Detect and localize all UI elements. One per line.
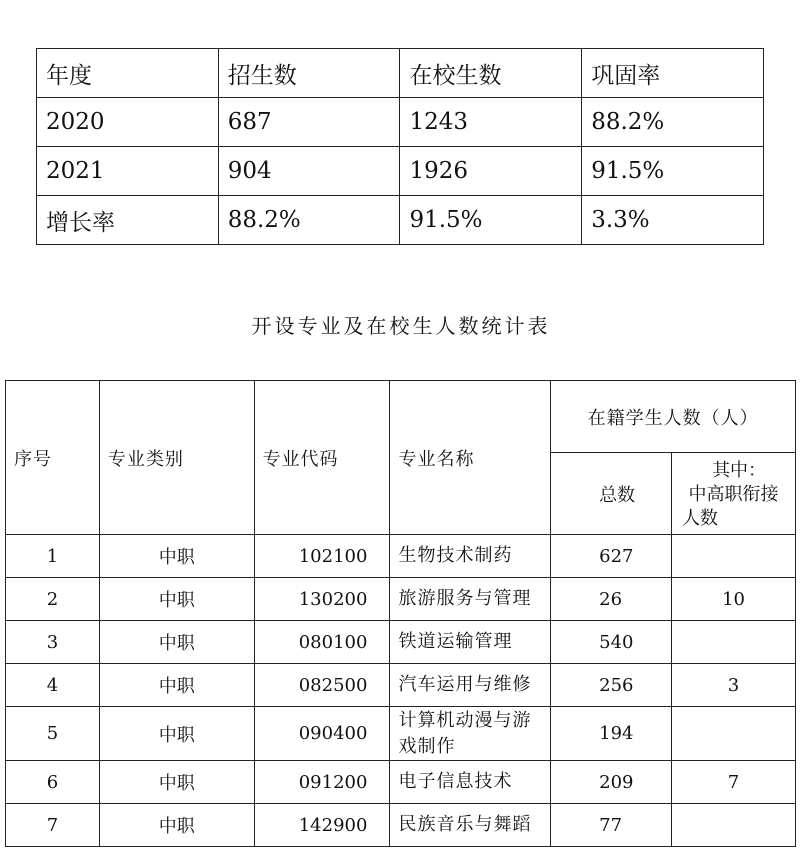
cell-total: 209 [551,761,672,804]
cell-category: 中职 [99,804,254,847]
cell-total: 540 [551,621,672,664]
cell-total: 194 [551,707,672,761]
table-cell: 687 [218,98,400,147]
table-cell: 91.5% [582,147,764,196]
cell-total: 256 [551,664,672,707]
cell-sub: 3 [672,664,796,707]
cell-total: 627 [551,535,672,578]
cell-sub: 10 [672,578,796,621]
cell-sub [672,535,796,578]
cell-category: 中职 [99,664,254,707]
cell-name: 铁道运输管理 [390,621,551,664]
cell-seq: 7 [6,804,100,847]
cell-category: 中职 [99,535,254,578]
cell-name-line: 计算机动漫与游 [398,709,532,731]
cell-name [390,707,551,761]
cell-total: 77 [551,804,672,847]
table-cell: 2021 [37,147,219,196]
cell-code: 102100 [254,535,390,578]
table-cell: 1926 [400,147,582,196]
table-cell: 增长率 [37,196,219,245]
table-row [37,98,764,147]
table-row [6,664,796,707]
table-row [6,761,796,804]
header-sub [672,453,796,535]
header-category: 专业类别 [99,381,254,535]
header-sub-line: 中高职衔接 [688,483,779,505]
cell-name: 生物技术制药 [390,535,551,578]
table-cell: 88.2% [582,98,764,147]
cell-code: 090400 [254,707,390,761]
header-code: 专业代码 [254,381,390,535]
table-cell: 招生数 [218,49,400,98]
cell-category: 中职 [99,761,254,804]
table-row [37,196,764,245]
cell-seq: 2 [6,578,100,621]
cell-code: 130200 [254,578,390,621]
table-row [6,578,796,621]
cell-code: 142900 [254,804,390,847]
cell-name: 电子信息技术 [390,761,551,804]
table-cell: 904 [218,147,400,196]
cell-seq: 1 [6,535,100,578]
header-seq: 序号 [6,381,100,535]
cell-category: 中职 [99,578,254,621]
header-total: 总数 [551,453,672,535]
header-sub-line: 其中： [712,459,767,481]
table-cell: 年度 [37,49,219,98]
cell-category: 中职 [99,707,254,761]
header-name: 专业名称 [390,381,551,535]
cell-name: 汽车运用与维修 [390,664,551,707]
cell-sub: 7 [672,761,796,804]
table-cell: 91.5% [400,196,582,245]
header-sub-line: 人数 [682,507,719,529]
table-cell: 在校生数 [400,49,582,98]
cell-sub [672,707,796,761]
table-cell: 2020 [37,98,219,147]
cell-category: 中职 [99,621,254,664]
majors-table [5,380,796,847]
table-row [37,147,764,196]
table-row [6,621,796,664]
cell-sub [672,804,796,847]
table-caption: 开设专业及在校生人数统计表 [251,314,551,338]
cell-seq: 5 [6,707,100,761]
enrollment-table [36,48,764,245]
cell-seq: 6 [6,761,100,804]
cell-seq: 3 [6,621,100,664]
table-row [6,535,796,578]
cell-total: 26 [551,578,672,621]
cell-name-line: 戏制作 [398,735,456,757]
header-row [6,381,796,453]
cell-code: 080100 [254,621,390,664]
cell-sub [672,621,796,664]
cell-name: 旅游服务与管理 [390,578,551,621]
cell-seq: 4 [6,664,100,707]
table-cell: 巩固率 [582,49,764,98]
table-cell: 88.2% [218,196,400,245]
cell-code: 082500 [254,664,390,707]
table-row [37,49,764,98]
cell-code: 091200 [254,761,390,804]
table-row [6,707,796,761]
cell-name: 民族音乐与舞蹈 [390,804,551,847]
table-cell: 3.3% [582,196,764,245]
table-cell: 1243 [400,98,582,147]
header-students: 在籍学生人数（人） [551,381,796,453]
table-row [6,804,796,847]
